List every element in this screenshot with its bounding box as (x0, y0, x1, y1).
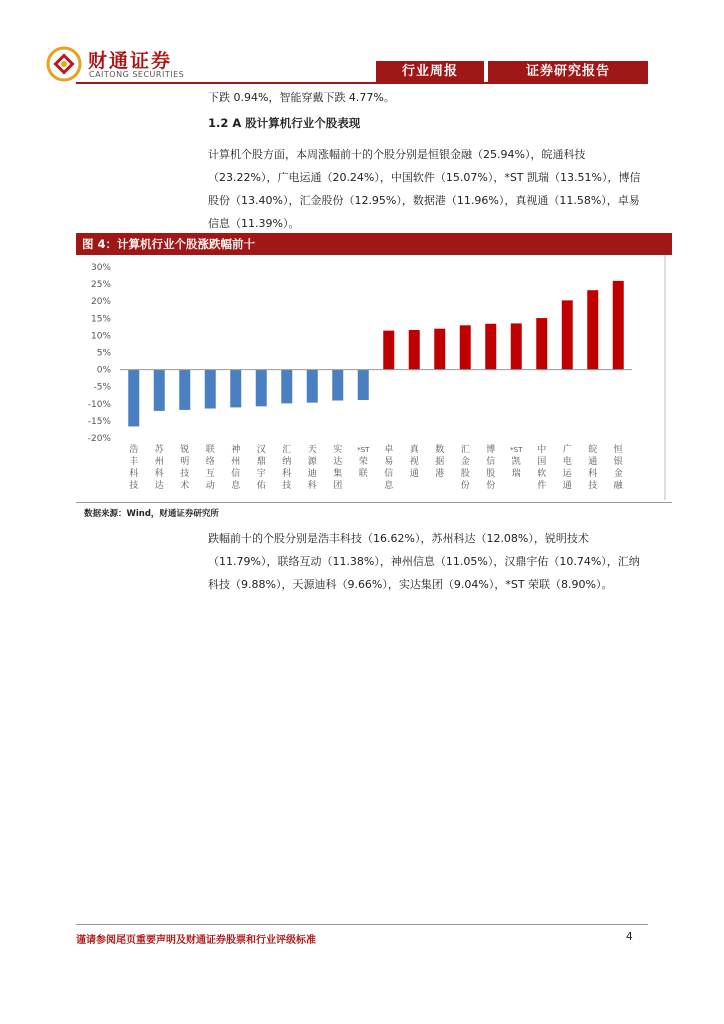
bar-1 (128, 370, 139, 427)
figure-title: 图 4：计算机行业个股涨跌幅前十 (76, 233, 672, 255)
section-title: 1.2 A 股计算机行业个股表现 (208, 116, 361, 130)
x-category-label: 广电运通 (562, 445, 572, 491)
paragraph-gainers: 计算机个股方面，本周涨幅前十的个股分别是恒银金融（25.94%），皖通科技（23.22%），广电运通（20.24%），中国软件（15.07%），*ST 凯瑞（13.51%），博信股份（13.40%），汇金股份（12.95%），数据港（11.96%），真视通（11.58%），卓易信息（11.39%）。 (208, 148, 641, 230)
x-category-label: 浩丰科技 (129, 445, 139, 491)
x-category-label: 天源迪科 (307, 445, 317, 491)
x-category-label: 实达集团 (333, 445, 343, 491)
bar-5 (230, 370, 241, 408)
page-number: 4 (626, 931, 633, 943)
bar-2 (154, 370, 165, 411)
bar-chart (76, 255, 672, 500)
footer-disclaimer: 谨请参阅尾页重要声明及财通证券股票和行业评级标准 (76, 935, 316, 946)
y-tick-label: 20% (90, 297, 111, 308)
x-category-label: 中国软件 (537, 445, 547, 491)
logo-english-name: CAITONG SECURITIES (89, 70, 185, 79)
bar-17 (536, 318, 547, 370)
bar-8 (307, 370, 318, 403)
bar-12 (409, 330, 420, 370)
y-tick-label: 25% (90, 280, 111, 291)
bar-15 (485, 324, 496, 370)
bar-11 (383, 331, 394, 370)
bar-10 (358, 370, 369, 400)
x-category-label: 锐明技术 (180, 445, 190, 491)
x-category-label: 汉鼎宇佑 (256, 445, 266, 491)
header-tab-report: 证券研究报告 (488, 61, 648, 82)
paragraph-losers: 跌幅前十的个股分别是浩丰科技（16.62%），苏州科达（12.08%），锐明技术（11.79%），联络互动（11.38%），神州信息（11.05%），汉鼎宇佑（10.74%），汇纳科技（9.88%），天源迪科（9.66%），实达集团（9.04%），*ST 荣联（8.90%）。 (208, 532, 640, 591)
x-category-label: 汇纳科技 (282, 445, 292, 491)
bar-19 (587, 290, 598, 369)
y-tick-label: -5% (93, 382, 111, 393)
y-tick-label: 10% (90, 331, 111, 342)
y-tick-label: 5% (96, 348, 111, 359)
y-tick-label: -10% (87, 399, 111, 410)
bar-6 (256, 370, 267, 407)
coin-logo-icon (46, 46, 82, 82)
data-source: 数据来源：Wind，财通证券研究所 (84, 509, 219, 519)
bar-7 (281, 370, 292, 404)
x-category-label: 联络互动 (205, 445, 215, 491)
header-divider (76, 82, 648, 84)
bar-13 (434, 329, 445, 370)
logo-chinese-name: 财通证券 (88, 50, 173, 72)
bar-18 (562, 300, 573, 369)
company-logo (46, 44, 206, 84)
x-category-label: *ST 荣联 (357, 446, 370, 479)
bar-20 (613, 281, 624, 370)
x-category-label: *ST 凯瑞 (510, 446, 523, 479)
x-category-label: 恒银金融 (613, 445, 623, 491)
y-tick-label: -15% (87, 416, 111, 427)
x-category-label: 苏州科达 (154, 445, 164, 491)
x-category-label: 博信股份 (486, 445, 496, 491)
y-tick-label: 15% (90, 314, 111, 325)
y-tick-label: -20% (87, 434, 111, 444)
x-category-label: 神州信息 (231, 445, 241, 491)
bar-4 (205, 370, 216, 409)
bar-16 (511, 323, 522, 369)
x-category-label: 真视通 (409, 445, 419, 479)
bar-14 (460, 325, 471, 369)
y-tick-label: 30% (90, 263, 111, 273)
y-tick-label: 0% (96, 365, 111, 376)
bar-3 (179, 370, 190, 410)
paragraph-intro: 下跌 0.94%，智能穿戴下跌 4.77%。 (208, 91, 395, 104)
footer-divider (76, 924, 648, 925)
x-category-label: 数据港 (435, 445, 445, 479)
x-category-label: 皖通科技 (588, 445, 598, 491)
header-tab-weekly: 行业周报 (376, 61, 484, 82)
figure-bottom-rule (76, 502, 672, 503)
x-category-label: 卓易信息 (384, 445, 394, 491)
bar-9 (332, 370, 343, 401)
x-category-label: 汇金股份 (460, 445, 470, 491)
